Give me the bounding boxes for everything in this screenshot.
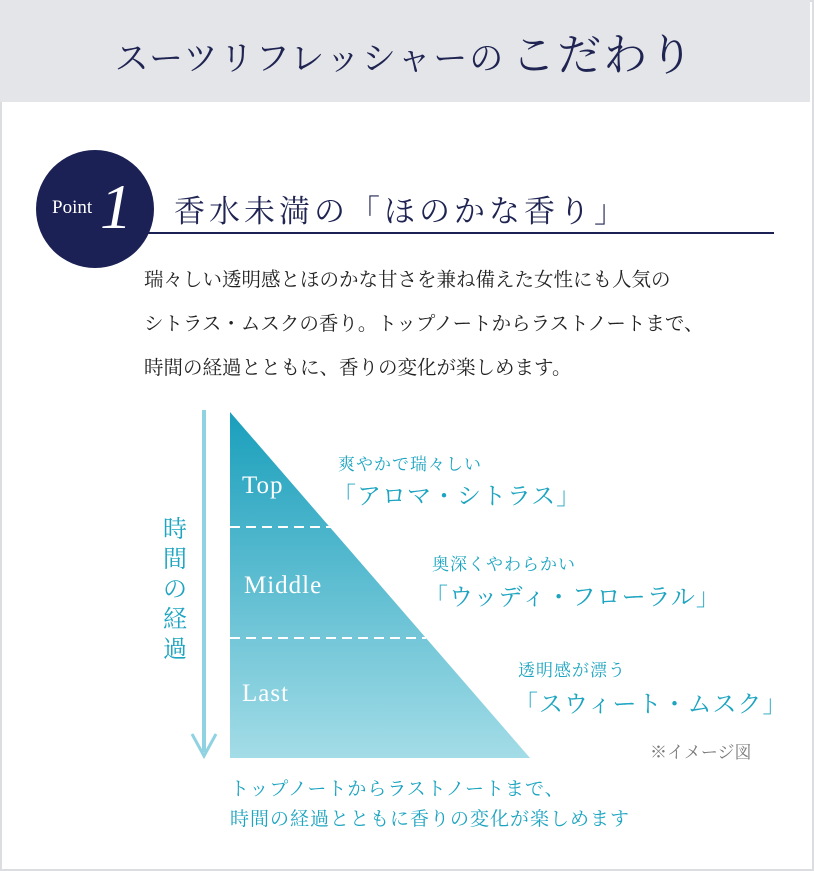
time-label-char: 時 xyxy=(163,515,187,543)
description-line: 瑞々しい透明感とほのかな甘さを兼ね備えた女性にも人気の xyxy=(144,268,671,291)
footer-line: 時間の経過とともに香りの変化が楽しめます xyxy=(230,808,631,830)
last-note-scent: 「スウィート・ムスク」 xyxy=(514,690,788,718)
description-line: 時間の経過とともに、香りの変化が楽しめます。 xyxy=(144,356,572,379)
last-note-subtitle: 透明感が漂う xyxy=(518,661,626,681)
top-note-scent: 「アロマ・シトラス」 xyxy=(332,482,582,510)
point-number: 1 xyxy=(100,171,132,242)
title-emphasis: こだわり xyxy=(511,30,696,81)
top-note-subtitle: 爽やかで瑞々しい xyxy=(338,455,482,475)
footer-caption xyxy=(230,774,630,834)
description-line: シトラス・ムスクの香り。トップノートからラストノートまで、 xyxy=(144,312,704,335)
stage-label-last: Last xyxy=(242,680,290,707)
middle-note-scent: 「ウッディ・フローラル」 xyxy=(424,583,721,611)
title-prefix: スーツリフレッシャーの xyxy=(114,39,506,79)
image-note: ※イメージ図 xyxy=(650,743,752,763)
point-word: Point xyxy=(52,197,93,218)
stage-label-middle: Middle xyxy=(244,572,323,599)
time-label-char: 過 xyxy=(163,635,187,663)
time-label-char: の xyxy=(163,575,187,603)
point-title: 香水未満の「ほのかな香り」 xyxy=(174,194,629,230)
time-label-char: 経 xyxy=(163,605,187,633)
time-axis-label xyxy=(160,514,190,664)
stage-label-top: Top xyxy=(242,472,284,499)
middle-note-subtitle: 奥深くやわらかい xyxy=(432,555,576,575)
footer-line: トップノートからラストノートまで、 xyxy=(230,778,565,800)
time-label-char: 間 xyxy=(163,545,187,573)
